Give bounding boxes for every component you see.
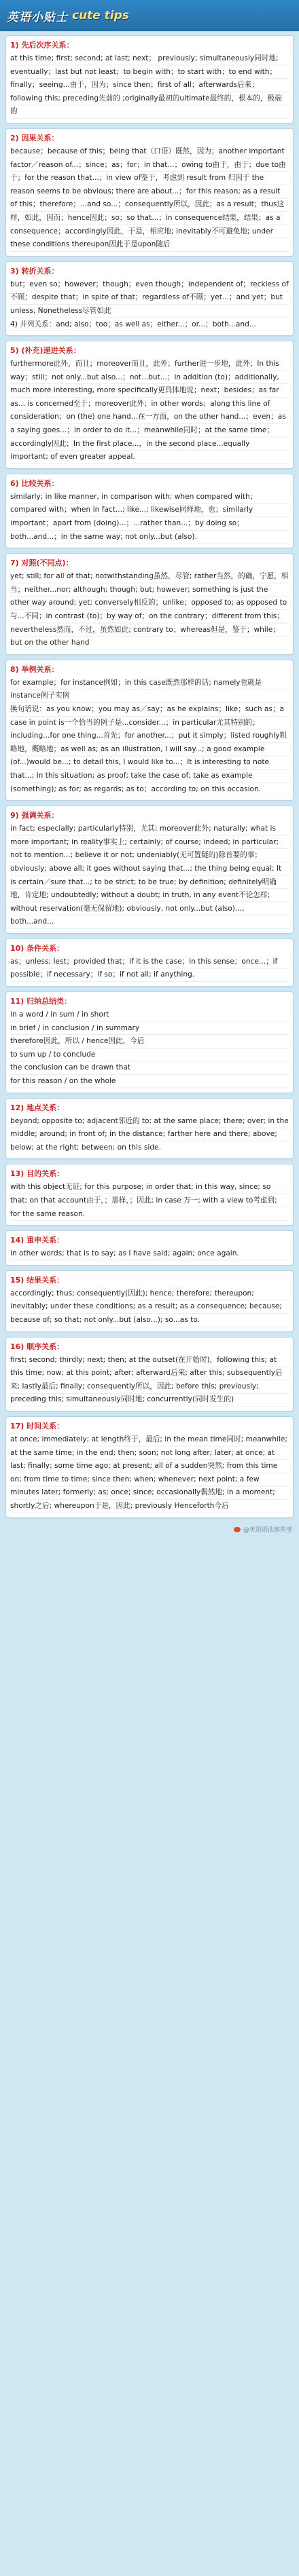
header-banner: [0, 0, 299, 31]
section-progression: [5, 341, 294, 469]
section-title: 6) 比较关系：: [10, 478, 59, 488]
section-title: 3) 转折关系：: [10, 266, 59, 276]
section-title: 11) 归纳总结类：: [10, 997, 72, 1006]
section-summary: [5, 991, 294, 1093]
section-body: in fact; especially; particularly特别，尤其; moreover此外; naturally; what is more important; in reality事实上; certainly; of course; indeed; in particular; not to mention...; believe it or not; undeniably(无可置疑的)除首要的事；obviously; above all; it goes without saying that...; the thing being equal; It is certain／sure that...; to be strict; to be true; by definition; definitely明确地，肯定地; undoubtedly; without a doubt; in truth, in any event不论怎样; without reservation(毫无保留地); obviously, not only...but (also)..., both...and...: [10, 822, 289, 929]
section-result: [5, 1270, 294, 1332]
section-body: at once; immediately; at length终于，最后; in the mean time同时; meanwhile; at the same time; in the end; then; soon; not long after; later; at once; at last; finally; some time ago; at present; all of a sudden突然; from this time on; from time to time; since then; when; whenever; next point; a few minutes later; formerly; as; once; since; occasionally偶然地; in a moment; shortly之后; whereupon于是，因此; previously Henceforth今后: [10, 1433, 289, 1513]
section-contrast: [5, 553, 294, 655]
section-body: for example；for instance例如；in this case既然那样的话; namely也就是 instance例子实例 换句话说：as you know；you may as／say；as he explains；like；such as；a case in point is一个恰当的例子是...consider...；in particular尤其特别的；including...for one thing...首先；for another...；put it simply；listed roughly粗略地，概略地；as well as; as an illustration, I will say...; a good example (of...)would be...; to detail this, I would like to...；It is interesting to note that...; In this situation; as proof; take the case of; take as example (something); as for; as regards; as to；according to; on this occasion.: [10, 677, 289, 796]
section-body: furthermore此外，而且；moreover而且，此外；further进一步地，此外；In this way；still；not only...but also...；not...but...；in addition (to)；additionally, much more interesting, more specifically更具体地说；next；besides；as far as... is concerned至于；moreover此外；in other words；along this line of consideration；on (the) one hand...在一方面，on the other hand...；even；as a saying goes...；in order to do it...；meanwhile同时；at the same time；accordingly因此；In the first place...，in the second place...equally important; of even greater appeal.: [10, 358, 289, 464]
section-condition: [5, 939, 294, 987]
section-title: 9) 强调关系：: [10, 811, 59, 820]
section-contrast-turn: [5, 261, 294, 336]
section-place: [5, 1098, 294, 1160]
footer: [0, 1523, 299, 1536]
section-sequence: [5, 1337, 294, 1412]
section-title: 12) 地点关系：: [10, 1103, 65, 1112]
section-title: 8) 举例关系：: [10, 664, 59, 674]
footer-credit: @英语语法那些事: [243, 1527, 292, 1534]
section-title: 7) 对照(不同点)：: [10, 558, 73, 568]
section-body: in other words; that is to say; as I have said; again; once again.: [10, 1247, 289, 1261]
section-body: beyond; opposite to; adjacent邻近的 to; at the same place; there; over; in the middle; around; in front of; in the distance; farther here and there; above; below; at the right; between; on this side.: [10, 1115, 289, 1155]
section-body: yet; still; for all of that; notwithstanding虽然，尽管; rather当然，的确，宁愿，相当；neither...nor; although; though; but; however; something is just the other way around; yet; conversely相反的；unlike；opposed to; as opposed to 与...不同；in contrast (to)；by way of；on the contrary；different from this；nevertheless然而，不过，虽然如此; contrary to；whereas但是，鉴于；while；but on the other hand: [10, 570, 289, 650]
weibo-icon: [234, 1527, 241, 1532]
section-cause-effect: [5, 128, 294, 257]
section-time: [5, 1416, 294, 1518]
section-comparison: [5, 474, 294, 548]
section-body: because；because of this；being that（口语）既然，因为；another important factor／reason of...；since；as；for；in that...；owing to由于，由于；due to由于；for the reason that...；in view of鉴于，考虑到 result from 归因于 the reason seems to be obvious; there are about...；for this reason; as a result of this；therefore；...and so...；consequently所以，因此；as a result；thus这样，如此，因而；hence因此；so；so that...；in consequence结果，结果；as a consequence；accordingly因此，于是，相应地; inevitably不可避免地; under these conditions thereupon因此于是upon随后: [10, 145, 289, 252]
section-body: accordingly; thus; consequently(因此); hence; therefore; thereupon; inevitably; under these conditions; as a result; as a consequence; because; because of; so that; not only...but (also...); so...as to.: [10, 1287, 289, 1327]
section-restatement: [5, 1230, 294, 1266]
section-title: 2) 因果关系：: [10, 133, 59, 143]
section-body: first; second; thirdly; next; then; at the outset(在开始时)，following this; at this time; now; at this point; after; afterward后来; after this; subsequently后来; lastly最后; finally; consequently所以，因此; before this; previously; preceding this; simultaneously同时地; concurrently(同时发生的): [10, 1354, 289, 1407]
section-title: 5) (补充)递进关系：: [10, 346, 81, 356]
section-title: 10) 条件关系：: [10, 943, 65, 953]
section-body: with this object无证; for this purpose; in order that; in this way, since; so that; on that account由于，；那样，；因此; in case 万一; with a view to考虑到; for the same reason.: [10, 1181, 289, 1221]
section-title: 17) 时间关系：: [10, 1421, 65, 1431]
section-title: 14) 重申关系：: [10, 1236, 65, 1245]
section-emphasis: [5, 806, 294, 934]
section-title: 15) 结果关系：: [10, 1275, 65, 1285]
section-order: [5, 35, 294, 124]
section-purpose: [5, 1164, 294, 1226]
section-title: 16) 顺序关系：: [10, 1342, 65, 1351]
header-subtitle: cute tips: [72, 9, 129, 22]
section-example: [5, 660, 294, 801]
section-title: 1) 先后次序关系：: [10, 41, 74, 50]
section-body: similarly; in like manner, in comparison with; when compared with；compared with；when in fact...; like...; likewise同样地，也；similarly important；apart from (doing)...；...rather than...；by doing so；both...and...；in the same way; not only...but (also).: [10, 491, 289, 544]
section-title: 13) 目的关系：: [10, 1169, 65, 1179]
content: [0, 31, 299, 1518]
section-body: at this time; first; second; at last; next； previously; simultaneously同时地; eventually；last but not least；to begin with；to start with；to end with；finally；seeing...由于，因为；since then；first of all；afterwards后来；following this; preceding先前的 ;originally最初的ultimate最终的，根本的，极端的: [10, 52, 289, 119]
header-title: 英语小贴士: [7, 10, 68, 24]
section-body: in a word / in sum / in short in brief / in conclusion / in summary therefore因此，所以 / hence因此，今后 to sum up / to conclude the conclusion can be drawn that for this reason / on the whole: [10, 1008, 289, 1088]
section-body: but；even so；however；though；even though；independent of；reckless of不顾；despite that；in spite of that；regardless of不顾；yet...；and yet；but unless. Nonetheless尽管如此 4) 并列关系：and; also；too；as well as；either...；or...；both...and...: [10, 278, 289, 331]
section-body: as；unless; lest；provided that；if it is the case；in this sense；once...；if possible；if necessary；if so；if not all; if anything.: [10, 955, 289, 982]
